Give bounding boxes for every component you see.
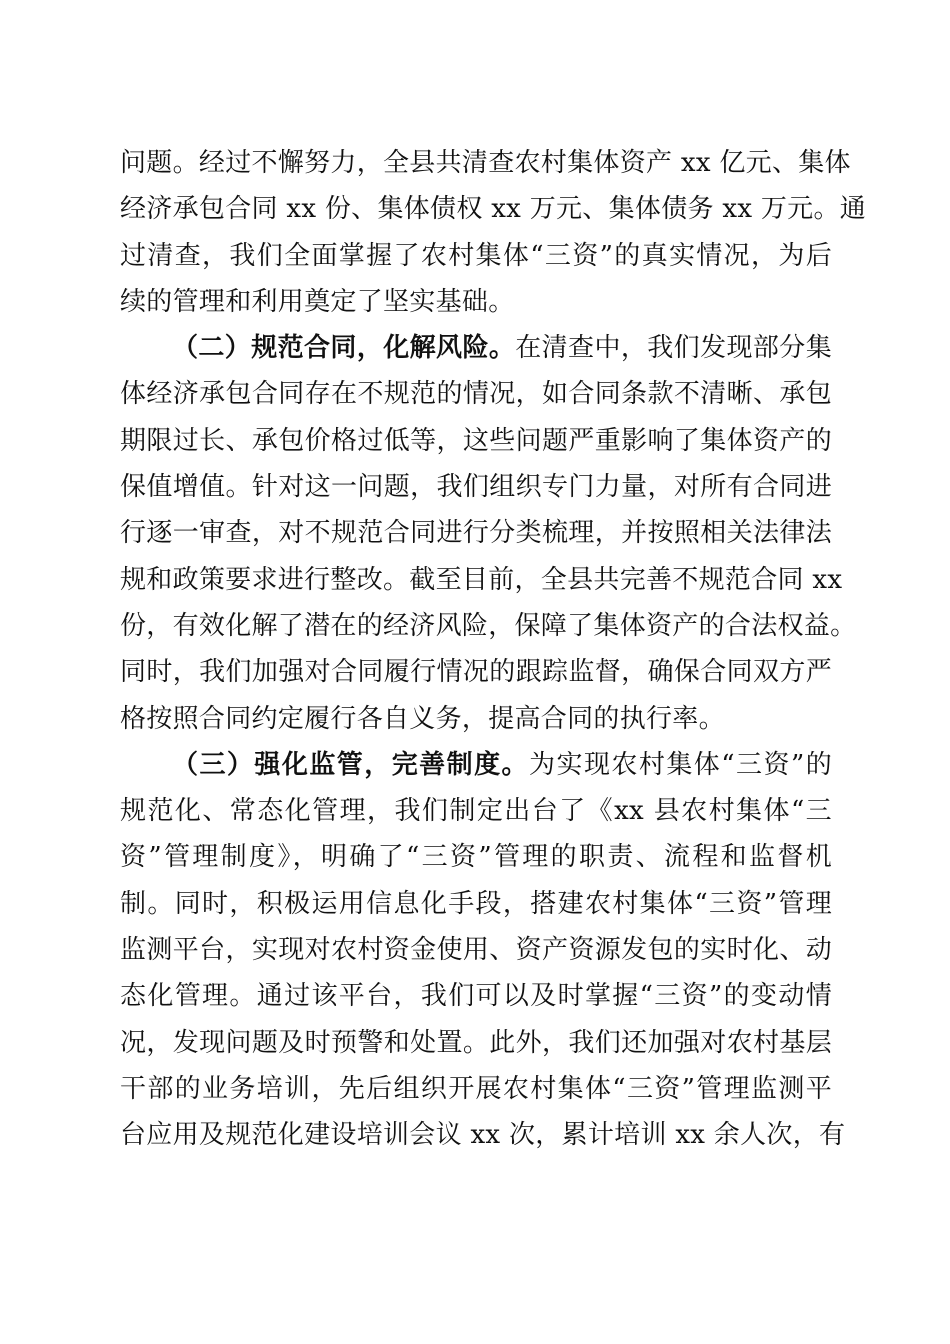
text-line: 同时，我们加强对合同履行情况的跟踪监督，确保合同双方严 [120, 657, 832, 688]
text-line: 资”管理制度》，明确了“三资”管理的职责、流程和监督机 [120, 842, 832, 873]
text-line: 制。同时，积极运用信息化手段，搭建农村集体“三资”管理 [120, 888, 832, 919]
text-fragment: 在清查中，我们发现部分集 [515, 333, 832, 364]
section-heading-2: （二）规范合同，化解风险。 [172, 333, 516, 364]
paragraph-2 [120, 325, 857, 742]
text-line: 行逐一审查，对不规范合同进行分类梳理，并按照相关法律法 [120, 518, 832, 549]
text-line: 经济承包合同 xx 份、集体债权 xx 万元、集体债务 xx 万元。通 [120, 194, 867, 225]
text-line: 体经济承包合同存在不规范的情况，如合同条款不清晰、承包 [120, 379, 832, 410]
text-line: 态化管理。通过该平台，我们可以及时掌握“三资”的变动情 [120, 981, 832, 1012]
text-line: 监测平台，实现对农村资金使用、资产资源发包的实时化、动 [120, 935, 832, 966]
text-line: 续的管理和利用奠定了坚实基础。 [120, 286, 515, 317]
text-line: 过清查，我们全面掌握了农村集体“三资”的真实情况，为后 [120, 240, 832, 271]
text-line [120, 325, 832, 371]
text-line: 格按照合同约定履行各自义务，提高合同的执行率。 [120, 703, 725, 734]
text-line: 规范化、常态化管理，我们制定出台了《xx 县农村集体“三 [120, 796, 832, 827]
text-line [120, 742, 832, 788]
text-fragment: 为实现农村集体“三资”的 [529, 749, 833, 780]
text-line: 保值增值。针对这一问题，我们组织专门力量，对所有合同进 [120, 472, 832, 503]
text-line: 干部的业务培训，先后组织开展农村集体“三资”管理监测平 [120, 1073, 832, 1104]
text-line: 况，发现问题及时预警和处置。此外，我们还加强对农村基层 [120, 1027, 832, 1058]
text-line: 期限过长、承包价格过低等，这些问题严重影响了集体资产的 [120, 425, 832, 456]
document-body [120, 140, 867, 1159]
text-line: 规和政策要求进行整改。截至目前，全县共完善不规范合同 xx [120, 564, 843, 595]
text-line: 台应用及规范化建设培训会议 xx 次，累计培训 xx 余人次，有 [120, 1120, 846, 1151]
text-line: 份，有效化解了潜在的经济风险，保障了集体资产的合法权益。 [120, 610, 857, 641]
paragraph-1 [120, 140, 867, 325]
section-heading-3: （三）强化监管，完善制度。 [172, 749, 530, 780]
paragraph-3 [120, 742, 846, 1159]
text-line: 问题。经过不懈努力，全县共清查农村集体资产 xx 亿元、集体 [120, 148, 851, 178]
